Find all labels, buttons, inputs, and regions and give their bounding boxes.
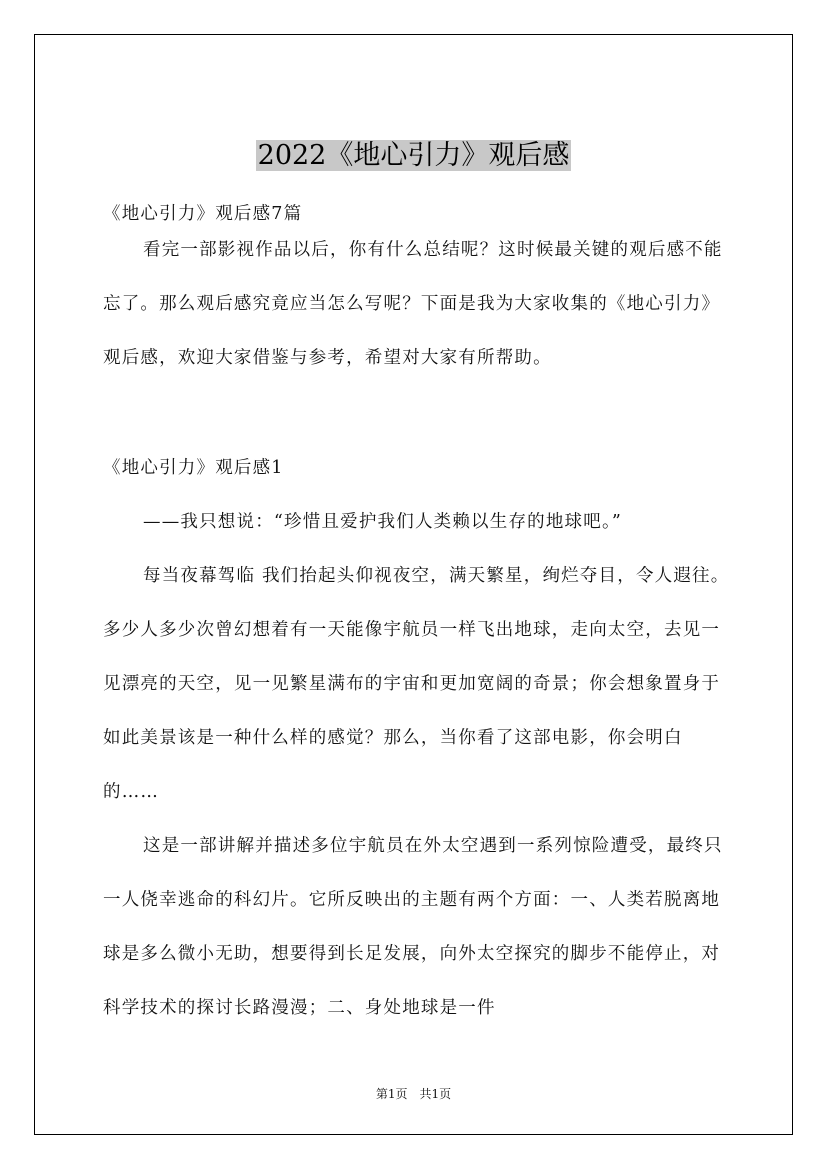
quote-line: ——我只想说：“珍惜且爱护我们人类赖以生存的地球吧。” bbox=[143, 512, 623, 532]
document-page bbox=[34, 34, 793, 1135]
section-heading: 《地心引力》观后感1 bbox=[103, 458, 284, 478]
body-paragraph-1: 每当夜幕驾临 我们抬起头仰视夜空，满天繁星，绚烂夺目，令人遐往。多少人多少次曾幻想着有一天能像宇航员一样飞出地球，走向太空，去见一见漂亮的天空，见一见繁星满布的宇宙和更加宽阔的奇景；你会想象置身于如此美景该是一种什么样的感觉？那么，当你看了这部电影，你会明白的…… bbox=[103, 566, 730, 802]
body-paragraph-2: 这是一部讲解并描述多位宇航员在外太空遇到一系列惊险遭受，最终只一人侥幸逃命的科幻片。它所反映出的主题有两个方面：一、人类若脱离地球是多么微小无助，想要得到长足发展，向外太空探究的脚步不能停止，对科学技术的探讨长路漫漫；二、身处地球是一件 bbox=[103, 836, 723, 1018]
subtitle: 《地心引力》观后感7篇 bbox=[103, 204, 303, 224]
title-text: 2022《地心引力》观后感 bbox=[257, 140, 570, 171]
page-footer: 第1页 共1页 bbox=[375, 1087, 452, 1101]
page-title bbox=[35, 133, 792, 179]
intro-paragraph: 看完一部影视作品以后，你有什么总结呢？这时候最关键的观后感不能忘了。那么观后感究竟应当怎么写呢？下面是我为大家收集的《地心引力》观后感，欢迎大家借鉴与参考，希望对大家有所帮助。 bbox=[103, 240, 723, 368]
